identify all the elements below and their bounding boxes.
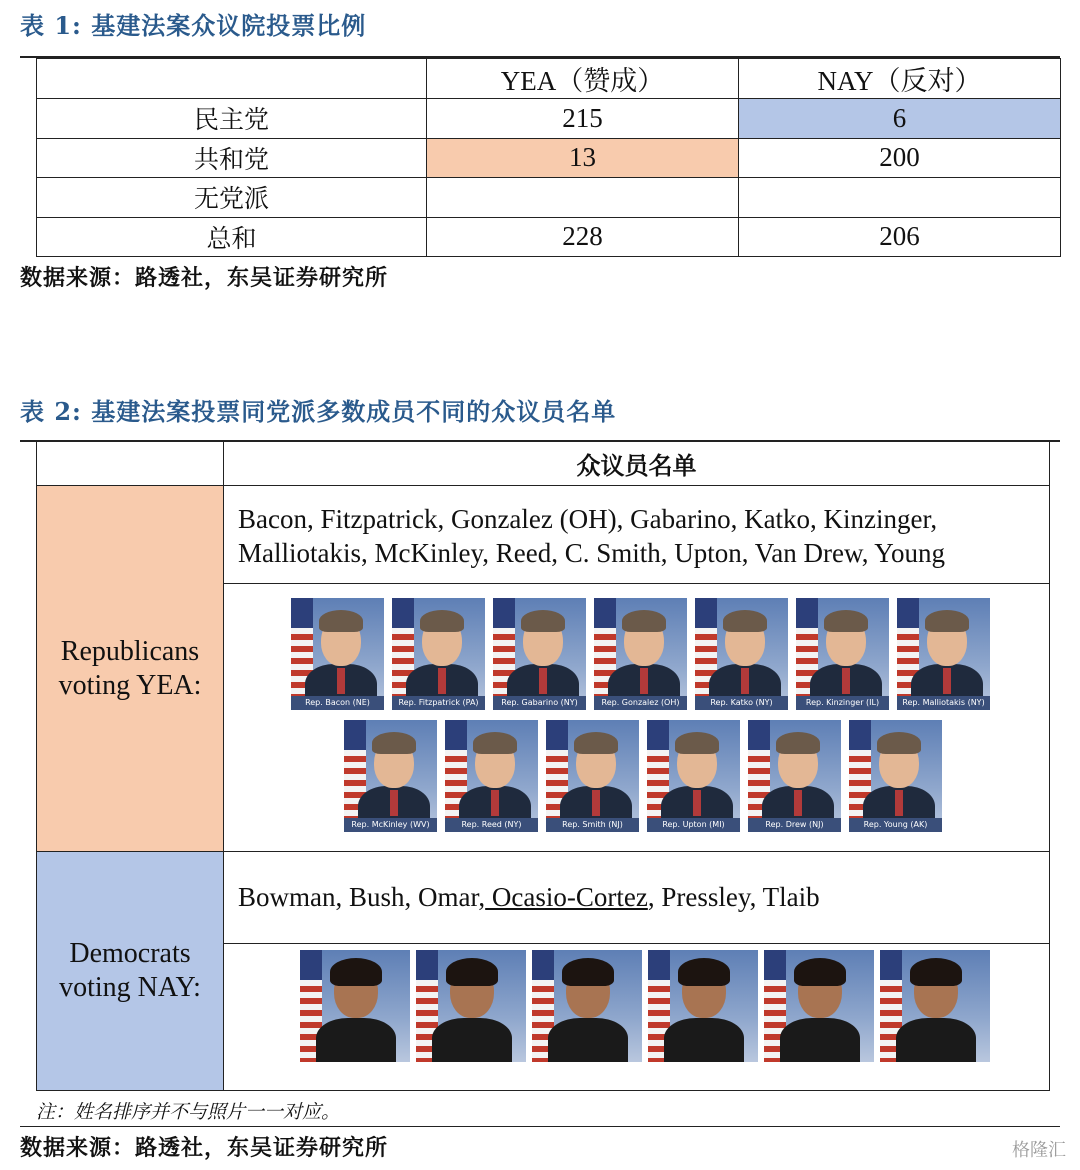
row-label: 无党派 bbox=[37, 178, 427, 218]
table-row bbox=[37, 217, 1061, 257]
portrait-caption: Rep. Young (AK) bbox=[849, 818, 942, 832]
table2-note: 注：姓名排序并不与照片一一对应。 bbox=[36, 1101, 341, 1123]
yea-value: 228 bbox=[427, 217, 739, 257]
democrats-label: Democrats voting NAY: bbox=[37, 852, 224, 1090]
header-yea: YEA（赞成） bbox=[427, 59, 739, 99]
portrait-photo bbox=[594, 598, 687, 710]
portrait-caption: Rep. Fitzpatrick (PA) bbox=[392, 696, 485, 710]
table2-source: 数据来源：路透社，东吴证券研究所 bbox=[20, 1135, 389, 1161]
portrait-caption: Rep. Kinzinger (IL) bbox=[796, 696, 889, 710]
header-nay: NAY（反对） bbox=[739, 59, 1061, 99]
democrats-names-underlined: Ocasio-Cortez bbox=[485, 882, 648, 912]
nay-value bbox=[739, 178, 1061, 218]
nay-value: 206 bbox=[739, 217, 1061, 257]
portrait-photo bbox=[748, 720, 841, 832]
portrait-photo bbox=[416, 950, 526, 1062]
portrait-photo bbox=[695, 598, 788, 710]
portrait-photo bbox=[344, 720, 437, 832]
portrait-photo bbox=[880, 950, 990, 1062]
yea-value: 13 bbox=[427, 138, 739, 178]
portrait-photo bbox=[647, 720, 740, 832]
header-blank bbox=[37, 442, 224, 486]
portrait-caption: Rep. McKinley (WV) bbox=[344, 818, 437, 832]
row-label: 民主党 bbox=[37, 99, 427, 139]
portrait-caption: Rep. Katko (NY) bbox=[695, 696, 788, 710]
republicans-photo-row bbox=[291, 598, 1011, 710]
table-header-row bbox=[37, 59, 1061, 99]
vote-ratio-table bbox=[36, 58, 1061, 257]
democrats-names bbox=[224, 852, 1049, 944]
nay-value: 6 bbox=[739, 99, 1061, 139]
portrait-photo bbox=[849, 720, 942, 832]
democrats-names-after: , Pressley, Tlaib bbox=[647, 882, 820, 912]
portrait-caption: Rep. Reed (NY) bbox=[445, 818, 538, 832]
header-blank bbox=[37, 59, 427, 99]
republicans-names: Bacon, Fitzpatrick, Gonzalez (OH), Gabarino, Katko, Kinzinger, Malliotakis, McKinley, Reed, C. Smith, Upton, Van Drew, Young bbox=[224, 486, 1049, 584]
member-list-table bbox=[36, 441, 1050, 1091]
yea-value bbox=[427, 178, 739, 218]
republicans-photos-cell bbox=[224, 584, 1049, 852]
portrait-photo bbox=[796, 598, 889, 710]
portrait-photo bbox=[300, 950, 410, 1062]
democrats-photos-cell bbox=[224, 944, 1049, 1090]
republicans-photo-row bbox=[344, 720, 964, 832]
portrait-caption: Rep. Drew (NJ) bbox=[748, 818, 841, 832]
table-row bbox=[37, 138, 1061, 178]
portrait-caption: Rep. Gonzalez (OH) bbox=[594, 696, 687, 710]
portrait-photo bbox=[493, 598, 586, 710]
portrait-caption: Rep. Smith (NJ) bbox=[546, 818, 639, 832]
yea-value: 215 bbox=[427, 99, 739, 139]
democrats-names-before: Bowman, Bush, Omar, bbox=[238, 882, 486, 912]
portrait-photo bbox=[897, 598, 990, 710]
portrait-photo bbox=[764, 950, 874, 1062]
portrait-photo bbox=[392, 598, 485, 710]
table1-source: 数据来源：路透社，东吴证券研究所 bbox=[20, 265, 389, 291]
republicans-label: Republicans voting YEA: bbox=[37, 486, 224, 852]
democrats-photo-row bbox=[300, 950, 1000, 1062]
portrait-caption: Rep. Gabarino (NY) bbox=[493, 696, 586, 710]
portrait-caption: Rep. Upton (MI) bbox=[647, 818, 740, 832]
table-row bbox=[37, 178, 1061, 218]
portrait-photo bbox=[532, 950, 642, 1062]
table2-caption: 表 2: 基建法案投票同党派多数成员不同的众议员名单 bbox=[20, 397, 617, 426]
portrait-photo bbox=[546, 720, 639, 832]
nay-value: 200 bbox=[739, 138, 1061, 178]
table1-caption: 表 1: 基建法案众议院投票比例 bbox=[20, 11, 367, 40]
header-member-list: 众议员名单 bbox=[224, 442, 1049, 486]
row-label: 共和党 bbox=[37, 138, 427, 178]
table-row bbox=[37, 99, 1061, 139]
portrait-photo bbox=[445, 720, 538, 832]
watermark: 格隆汇 bbox=[1012, 1140, 1066, 1161]
portrait-photo bbox=[291, 598, 384, 710]
row-label: 总和 bbox=[37, 217, 427, 257]
portrait-caption: Rep. Bacon (NE) bbox=[291, 696, 384, 710]
portrait-caption: Rep. Malliotakis (NY) bbox=[897, 696, 990, 710]
portrait-photo bbox=[648, 950, 758, 1062]
table2-bottom-rule bbox=[20, 1126, 1060, 1127]
